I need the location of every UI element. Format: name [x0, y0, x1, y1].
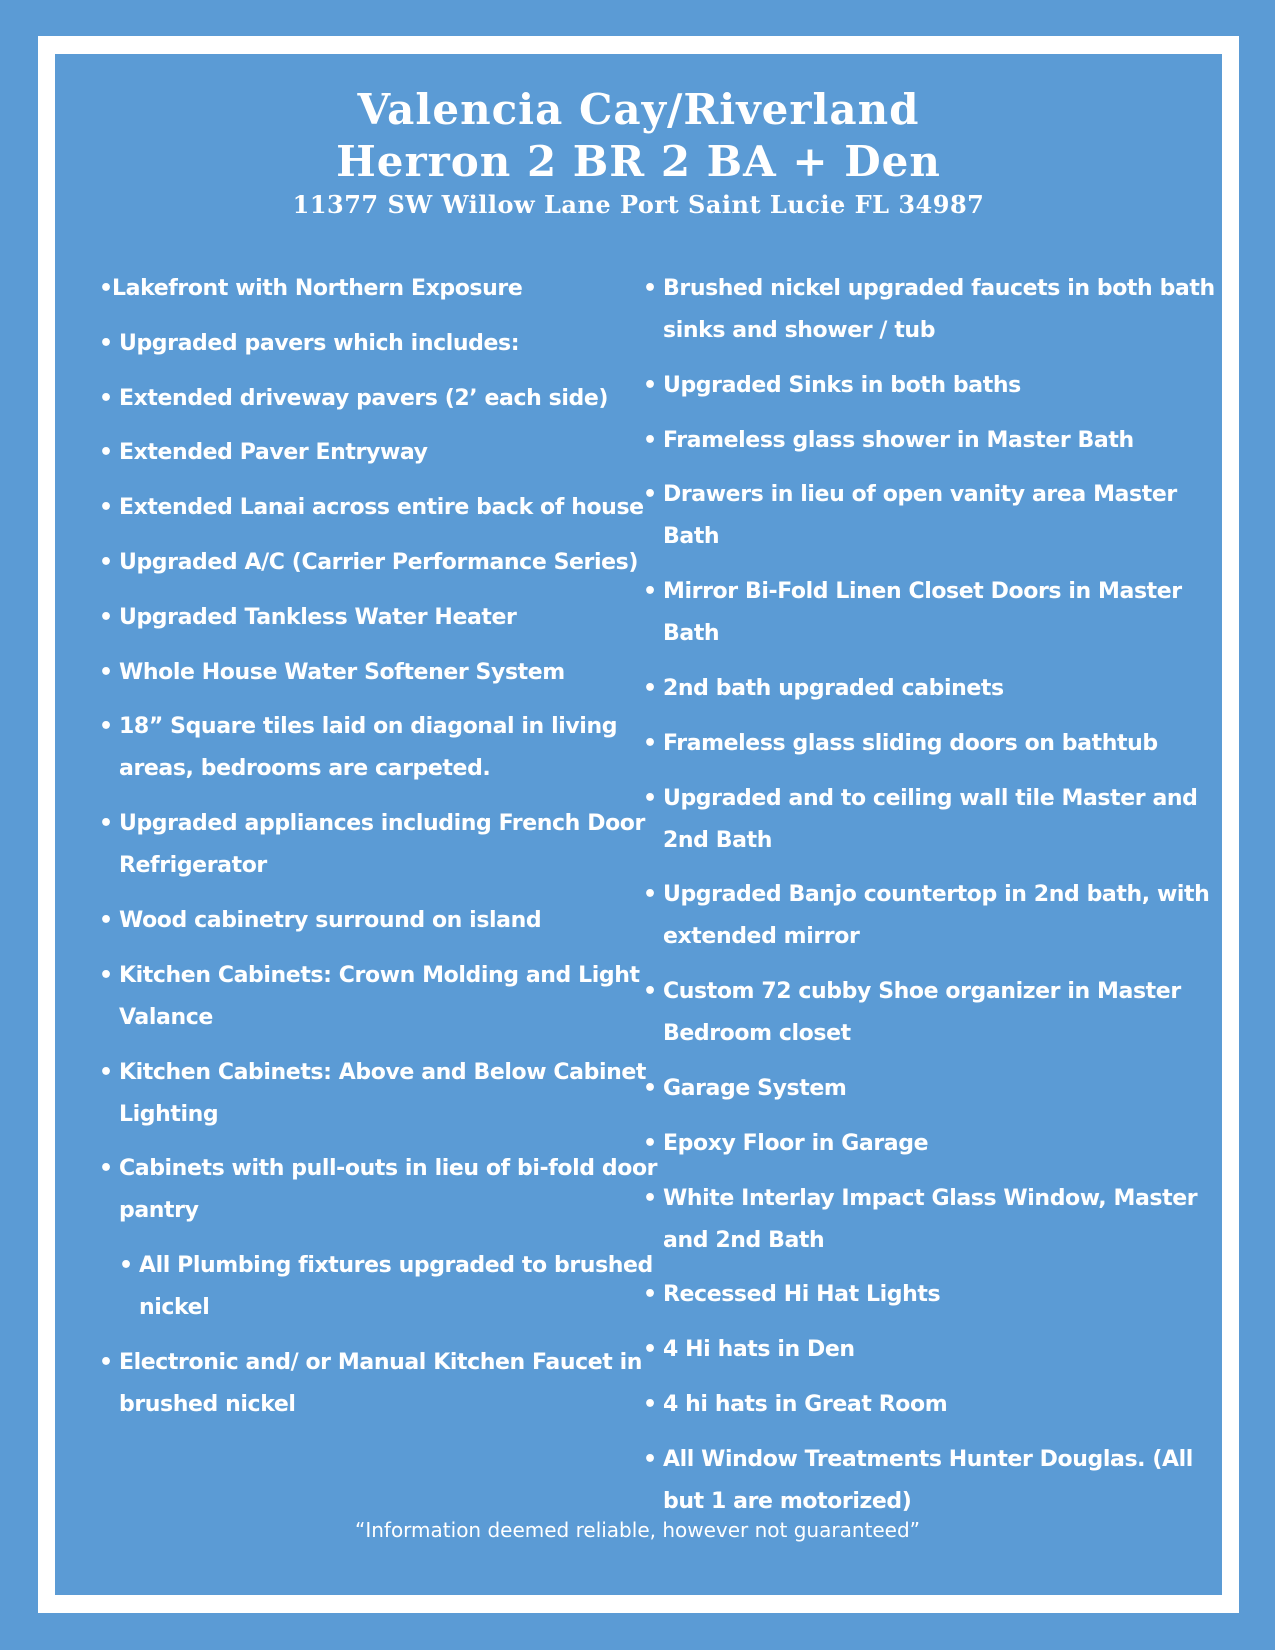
bullet-icon: •: [643, 1075, 657, 1101]
feature-item: [643, 571, 1218, 655]
bullet-icon: •: [643, 785, 657, 811]
bullet-icon: •: [643, 1446, 657, 1472]
bullet-icon: •: [643, 276, 657, 301]
feature-item: [643, 723, 1218, 765]
feature-text: Lakefront with Northern Exposure: [112, 276, 523, 301]
feature-item: [99, 268, 659, 310]
feature-text: Extended Paver Entryway: [119, 440, 428, 466]
flyer-header: [55, 84, 1222, 222]
bullet-icon: •: [119, 1253, 133, 1279]
feature-item: [643, 1123, 1218, 1165]
feature-text: Wood cabinetry surround on island: [119, 907, 542, 933]
feature-item: [643, 874, 1218, 958]
feature-text: Upgraded Banjo countertop in 2nd bath, with extended mirror: [663, 882, 1210, 950]
feature-text: Mirror Bi-Fold Linen Closet Doors in Master Bath: [663, 579, 1182, 647]
bullet-icon: •: [99, 440, 113, 466]
bullet-icon: •: [99, 385, 113, 411]
feature-item: [99, 1342, 659, 1426]
feature-item: [99, 432, 659, 474]
bullet-icon: •: [99, 604, 113, 630]
feature-text: Upgraded A/C (Carrier Performance Series): [119, 549, 639, 575]
feature-text: Garage System: [663, 1075, 847, 1101]
feature-item: [643, 1068, 1218, 1110]
feature-text: Drawers in lieu of open vanity area Master Bath: [663, 482, 1177, 550]
disclaimer-footer: “Information deemed reliable, however not guaranteed”: [354, 1518, 921, 1542]
bullet-icon: •: [99, 811, 113, 837]
feature-item: [643, 420, 1218, 462]
features-right-column: [643, 268, 1218, 1536]
feature-item: [99, 803, 659, 887]
feature-text: Upgraded pavers which includes:: [119, 330, 520, 356]
feature-text: Upgraded Tankless Water Heater: [119, 604, 517, 630]
feature-text: Recessed Hi Hat Lights: [663, 1282, 941, 1308]
bullet-icon: •: [99, 330, 113, 356]
feature-item: [99, 1148, 659, 1232]
feature-item: [643, 1384, 1218, 1426]
feature-item: [643, 1439, 1218, 1523]
title-model: Herron 2 BR 2 BA + Den: [336, 137, 941, 186]
flyer-panel: [55, 54, 1222, 1595]
bullet-icon: •: [643, 1391, 657, 1417]
bullet-icon: •: [643, 372, 657, 398]
bullet-icon: •: [99, 1156, 113, 1182]
bullet-icon: •: [99, 907, 113, 933]
feature-item: [643, 268, 1218, 352]
feature-item: [99, 955, 659, 1039]
feature-item: [99, 1052, 659, 1136]
feature-text: Extended Lanai across entire back of house: [119, 495, 644, 521]
bullet-icon: •: [643, 1282, 657, 1308]
bullet-icon: •: [643, 1185, 657, 1211]
bullet-icon: •: [99, 1059, 113, 1085]
feature-text: Upgraded Sinks in both baths: [663, 372, 1021, 398]
feature-item: [99, 1245, 659, 1329]
feature-item: [99, 378, 659, 420]
feature-item: [643, 474, 1218, 558]
feature-text: All Window Treatments Hunter Douglas. (All but 1 are motorized): [663, 1446, 1193, 1514]
bullet-icon: •: [643, 482, 657, 508]
feature-text: Electronic and/ or Manual Kitchen Faucet in brushed nickel: [119, 1349, 643, 1417]
feature-text: Custom 72 cubby Shoe organizer in Master Bedroom closet: [663, 979, 1181, 1047]
bullet-icon: •: [99, 714, 113, 740]
bullet-icon: •: [643, 882, 657, 908]
feature-item: [643, 668, 1218, 710]
bullet-icon: •: [643, 1130, 657, 1156]
bullet-icon: •: [643, 1337, 657, 1363]
feature-item: [643, 971, 1218, 1055]
bullet-icon: •: [99, 1349, 113, 1375]
feature-text: White Interlay Impact Glass Window, Master and 2nd Bath: [663, 1185, 1198, 1253]
feature-text: 4 hi hats in Great Room: [663, 1391, 948, 1417]
feature-item: [643, 1274, 1218, 1316]
feature-item: [99, 542, 659, 584]
bullet-icon: •: [99, 549, 113, 575]
bullet-icon: •: [643, 675, 657, 701]
title-community: Valencia Cay/Riverland: [357, 85, 920, 134]
bullet-icon: •: [643, 730, 657, 756]
feature-text: Epoxy Floor in Garage: [663, 1130, 929, 1156]
feature-text: Cabinets with pull-outs in lieu of bi-fold door pantry: [119, 1156, 658, 1224]
bullet-icon: •: [643, 427, 657, 453]
feature-item: [643, 778, 1218, 862]
feature-text: Kitchen Cabinets: Above and Below Cabinet Lighting: [119, 1059, 647, 1127]
bullet-icon: •: [643, 979, 657, 1005]
feature-text: 2nd bath upgraded cabinets: [663, 675, 1004, 701]
bullet-icon: •: [99, 495, 113, 521]
feature-item: [99, 706, 659, 790]
feature-item: [99, 597, 659, 639]
feature-item: [99, 900, 659, 942]
feature-item: [99, 323, 659, 365]
feature-text: Frameless glass shower in Master Bath: [663, 427, 1134, 453]
bullet-icon: •: [99, 659, 113, 685]
bullet-icon: •: [643, 579, 657, 605]
feature-item: [643, 365, 1218, 407]
feature-item: [643, 1329, 1218, 1371]
property-address: 11377 SW Willow Lane Port Saint Lucie FL 34987: [292, 190, 985, 219]
feature-text: All Plumbing fixtures upgraded to brushed nickel: [139, 1253, 653, 1321]
features-left-column: [99, 268, 659, 1439]
feature-text: 4 Hi hats in Den: [663, 1337, 855, 1363]
feature-text: Frameless glass sliding doors on bathtub: [663, 730, 1158, 756]
feature-text: Extended driveway pavers (2’ each side): [119, 385, 609, 411]
feature-text: 18” Square tiles laid on diagonal in living areas, bedrooms are carpeted.: [119, 714, 618, 782]
feature-text: Kitchen Cabinets: Crown Molding and Light Valance: [119, 962, 640, 1030]
bullet-icon: •: [99, 962, 113, 988]
feature-text: Whole House Water Softener System: [119, 659, 565, 685]
bullet-icon: •: [99, 276, 113, 301]
feature-text: Upgraded appliances including French Door Refrigerator: [119, 811, 645, 879]
feature-text: Upgraded and to ceiling wall tile Master and 2nd Bath: [663, 785, 1198, 853]
feature-text: Brushed nickel upgraded faucets in both bath sinks and shower / tub: [663, 276, 1215, 343]
feature-item: [99, 652, 659, 694]
feature-item: [643, 1178, 1218, 1262]
feature-item: [99, 487, 659, 529]
